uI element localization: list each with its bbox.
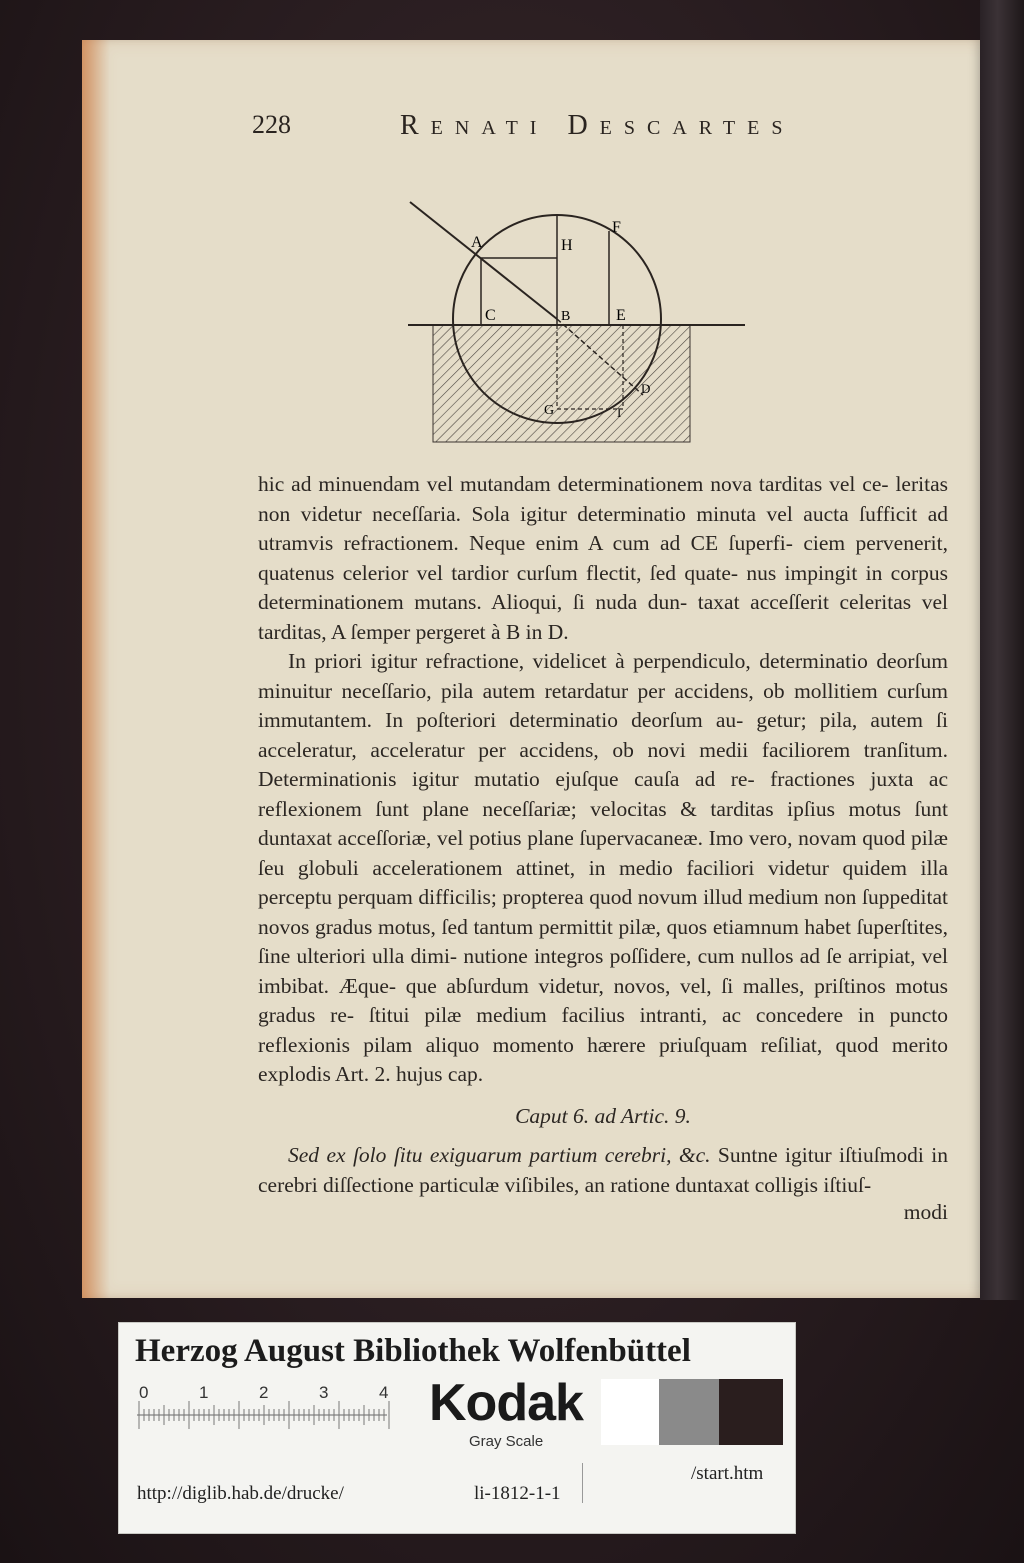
ruler-num-1: 1 — [199, 1383, 209, 1402]
section-heading: Caput 6. ad Artic. 9. — [515, 1103, 691, 1128]
paragraph-3 — [258, 1141, 948, 1200]
label-I: I — [617, 405, 622, 420]
running-title: Renati Descartes — [400, 110, 795, 141]
ruler-num-4: 4 — [379, 1383, 389, 1402]
label-G: G — [544, 403, 555, 418]
label-A: A — [471, 234, 483, 251]
swatch-dark — [719, 1379, 783, 1445]
label-B: B — [561, 309, 571, 324]
label-H: H — [561, 237, 573, 254]
denser-medium — [433, 325, 690, 442]
body-text — [258, 470, 948, 1228]
page-number: 228 — [252, 110, 291, 139]
running-head — [252, 108, 952, 148]
label-F: F — [612, 219, 621, 236]
label-C: C — [485, 307, 496, 324]
library-color-chart — [118, 1322, 796, 1534]
url-mid: li-1812-1-1 — [474, 1483, 561, 1504]
paragraph-2: In priori igitur refractione, videlicet à perpendiculo, determinatio deorſum minuitur neceſſario, pila autem retardatur per accidens, ob mollitiem curſum immutantem. In poſteriori determinatio deorſum au- getur; pila, autem ſi acceleratur, acceleratur per accidens, ob novi medii faciliorem tranſitum. Determinationis igitur mutatio ejuſque cauſa ad re- fractiones juxta ac reflexionem ſunt plane neceſſariæ; velocitas & tarditas ipſius motus ſunt duntaxat acceſſoriæ, vel potius plane ſupervacaneæ. Imo vero, novam quod pilæ ſeu globuli accelerationem attinet, in medio faciliori videtur quidem illa perceptu perquam difficilis; propterea quod novum illud medium non ſuppeditat novos gradus motus, ſed tantum permittit pilæ, quos etiamnum habet ſuperſtites, ſine ulteriori ulla dimi- nutione integros poſſidere, cum nullos ad ſe arripiat, vel imbibat. Æque- que abſurdum videtur, novos, vel, ſi malles, priſtinos motus gradus re- ſtitui pilæ medium facilius intranti, ac concedere in puncto reflexionis pilam aliquo momento hærere priuſquam reſiliat, quod merito explodis Art. 2. hujus cap. — [258, 649, 948, 1086]
swatch-white — [601, 1379, 659, 1445]
url-right: /start.htm — [691, 1463, 764, 1484]
incident-ray — [410, 202, 557, 319]
ruler-num-3: 3 — [319, 1383, 329, 1402]
grayscale-label: Gray Scale — [469, 1433, 544, 1450]
swatch-gray — [659, 1379, 719, 1445]
kodak-logo: Kodak — [429, 1374, 583, 1432]
adjacent-page-edge — [980, 0, 1024, 1300]
ruler-num-0: 0 — [139, 1383, 149, 1402]
ruler-num-2: 2 — [259, 1383, 269, 1402]
url-left: http://diglib.hab.de/drucke/ — [137, 1483, 344, 1504]
label-E: E — [616, 307, 626, 324]
final-text: Suntne igitur iſtiuſmodi in cerebri diſſectione particulæ viſibiles, an ratione duntaxat colligis iſtiuſ- — [258, 1143, 948, 1197]
page-gutter-stain — [82, 40, 110, 1298]
quoted-lemma: Sed ex ſolo ſitu exiguarum partium cerebri, &c. — [288, 1143, 711, 1167]
catchword: modi — [903, 1200, 948, 1224]
url-separator — [582, 1463, 583, 1503]
library-title: Herzog August Bibliothek Wolfenbüttel — [135, 1333, 691, 1369]
refraction-diagram — [405, 195, 750, 445]
label-D: D — [641, 381, 651, 396]
paragraph-1: hic ad minuendam vel mutandam determinationem nova tarditas vel ce- leritas non videtur neceſſaria. Sola igitur determinatio minuta vel aucta ſufficit ad utramvis refractionem. Neque enim A cum ad CE ſuperfi- ciem pervenerit, quatenus celerior vel tardior curſum flectit, ſed quate- nus impingit in corpus determinationem mutans. Alioqui, ſi nuda dun- taxat acceſſerit celeritas vel tarditas, A ſemper pergeret à B in D. — [258, 472, 948, 644]
